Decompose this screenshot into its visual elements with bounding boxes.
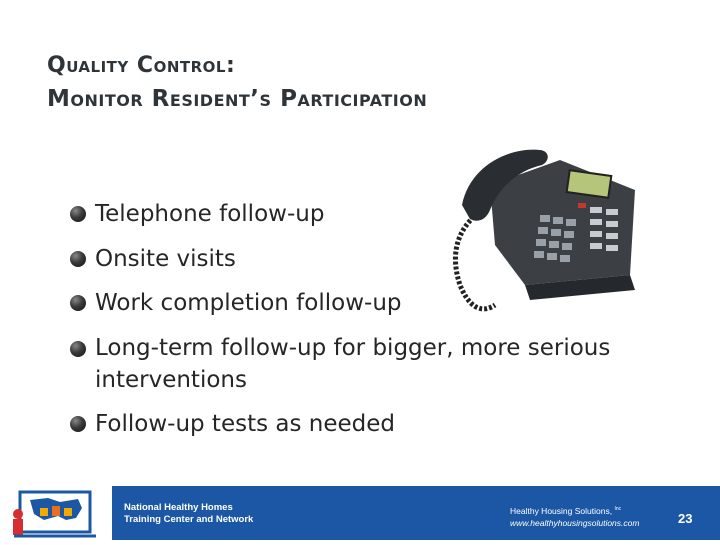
bullet-item bbox=[70, 237, 630, 282]
title-line-2: Monitor Resident’s Participation bbox=[47, 86, 428, 112]
company-block bbox=[510, 503, 639, 529]
company-name: Healthy Housing Solutions, $^{Inc}$ bbox=[510, 505, 622, 516]
org-name bbox=[124, 502, 253, 526]
bullet-item bbox=[70, 192, 630, 237]
bullet-icon bbox=[70, 295, 86, 311]
title-line-1: Quality Control: bbox=[47, 53, 236, 78]
org-line-2: Training Center and Network bbox=[124, 514, 254, 525]
bullet-text: Follow-up tests as needed bbox=[95, 410, 396, 437]
nhhtcn-logo-icon bbox=[0, 486, 112, 540]
bullet-text: Telephone follow-up bbox=[95, 201, 325, 227]
bullet-list bbox=[70, 192, 630, 446]
page-number: 23 bbox=[678, 511, 693, 526]
bullet-icon bbox=[70, 341, 86, 357]
bullet-item bbox=[70, 326, 630, 402]
bullet-icon bbox=[70, 416, 86, 432]
org-line-1: National Healthy Homes bbox=[124, 502, 233, 513]
bullet-text: Onsite visits bbox=[95, 245, 236, 272]
company-url[interactable]: www.healthyhousingsolutions.com bbox=[510, 517, 640, 528]
slide-title bbox=[47, 50, 687, 116]
logo-container bbox=[0, 486, 112, 540]
bullet-icon bbox=[70, 206, 86, 222]
bullet-item bbox=[70, 402, 630, 447]
bullet-text: Work completion follow-up bbox=[95, 290, 402, 316]
bullet-icon bbox=[70, 251, 86, 267]
bullet-item bbox=[70, 281, 630, 326]
bullet-text: Long-term follow-up for bigger, more serious interventions bbox=[95, 334, 611, 393]
company-mark: Inc bbox=[614, 506, 622, 512]
